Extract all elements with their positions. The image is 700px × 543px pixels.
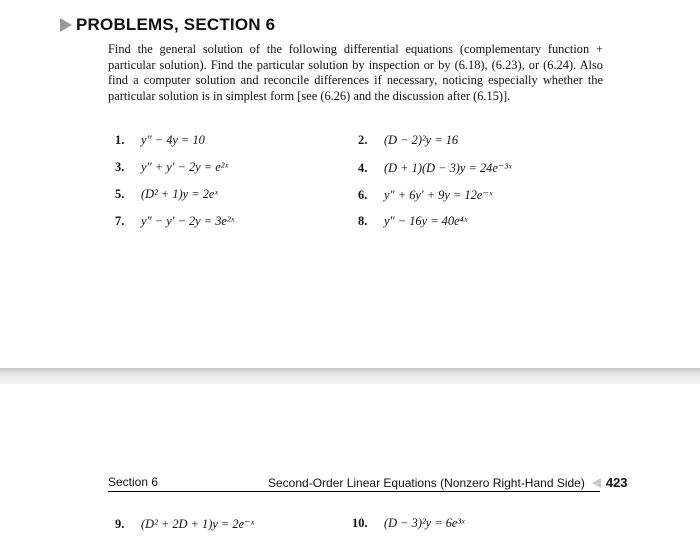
problem-equation: y″ + y′ − 2y = e²ˣ bbox=[141, 160, 228, 174]
problem-number: 1. bbox=[115, 133, 125, 147]
heading-text: PROBLEMS, SECTION 6 bbox=[76, 15, 276, 34]
problem-number: 4. bbox=[358, 161, 368, 175]
problem-5 bbox=[115, 187, 218, 202]
problem-equation: (D − 2)²y = 16 bbox=[384, 133, 459, 147]
problem-2 bbox=[358, 133, 458, 148]
problem-equation: y″ − 4y = 10 bbox=[141, 133, 205, 147]
running-footer bbox=[268, 475, 628, 490]
problem-3 bbox=[115, 160, 228, 175]
footer-rule bbox=[108, 491, 600, 492]
page-gap-divider bbox=[0, 368, 700, 384]
problem-4 bbox=[358, 160, 512, 176]
problem-10 bbox=[352, 516, 465, 531]
instructions-paragraph: Find the general solution of the following differential equations (complementary function + particular solution). Find the particular solution by inspection or by (6.18), (6.23), or (6.24). Also find a computer solution and reconcile differences if necessary, noticing especially whether the particular solution is in simplest form [see (6.26) and the discussion after (6.15)]. bbox=[108, 42, 603, 103]
problem-number: 9. bbox=[115, 517, 125, 531]
problem-number: 3. bbox=[115, 160, 125, 174]
problem-number: 10. bbox=[352, 516, 368, 530]
left-triangle-icon bbox=[592, 478, 601, 488]
problem-number: 5. bbox=[115, 187, 125, 201]
problem-equation: (D² + 1)y = 2eˣ bbox=[141, 187, 218, 201]
footer-section-label: Section 6 bbox=[108, 475, 159, 489]
problem-6 bbox=[358, 187, 492, 203]
triangle-marker-icon bbox=[60, 18, 72, 32]
problem-number: 2. bbox=[358, 133, 368, 147]
problem-number: 7. bbox=[115, 214, 125, 228]
problem-equation: y″ + 6y′ + 9y = 12e⁻ˣ bbox=[384, 188, 493, 202]
problem-equation: y″ − y′ − 2y = 3e²ˣ bbox=[141, 214, 235, 228]
problem-1 bbox=[115, 133, 205, 148]
problem-number: 8. bbox=[358, 214, 368, 228]
problem-equation: (D² + 2D + 1)y = 2e⁻ˣ bbox=[141, 517, 255, 531]
footer-chapter-title: Second-Order Linear Equations (Nonzero Right-Hand Side) bbox=[268, 475, 585, 490]
problem-equation: (D − 3)²y = 6e³ˣ bbox=[384, 516, 465, 530]
problems-heading bbox=[60, 14, 275, 36]
problem-equation: (D + 1)(D − 3)y = 24e⁻³ˣ bbox=[384, 161, 512, 175]
page-number: 423 bbox=[605, 475, 628, 490]
problem-8 bbox=[358, 214, 467, 229]
problem-7 bbox=[115, 214, 234, 229]
problem-equation: y″ − 16y = 40e⁴ˣ bbox=[384, 214, 468, 228]
problem-9 bbox=[115, 516, 254, 532]
problem-number: 6. bbox=[358, 188, 368, 202]
